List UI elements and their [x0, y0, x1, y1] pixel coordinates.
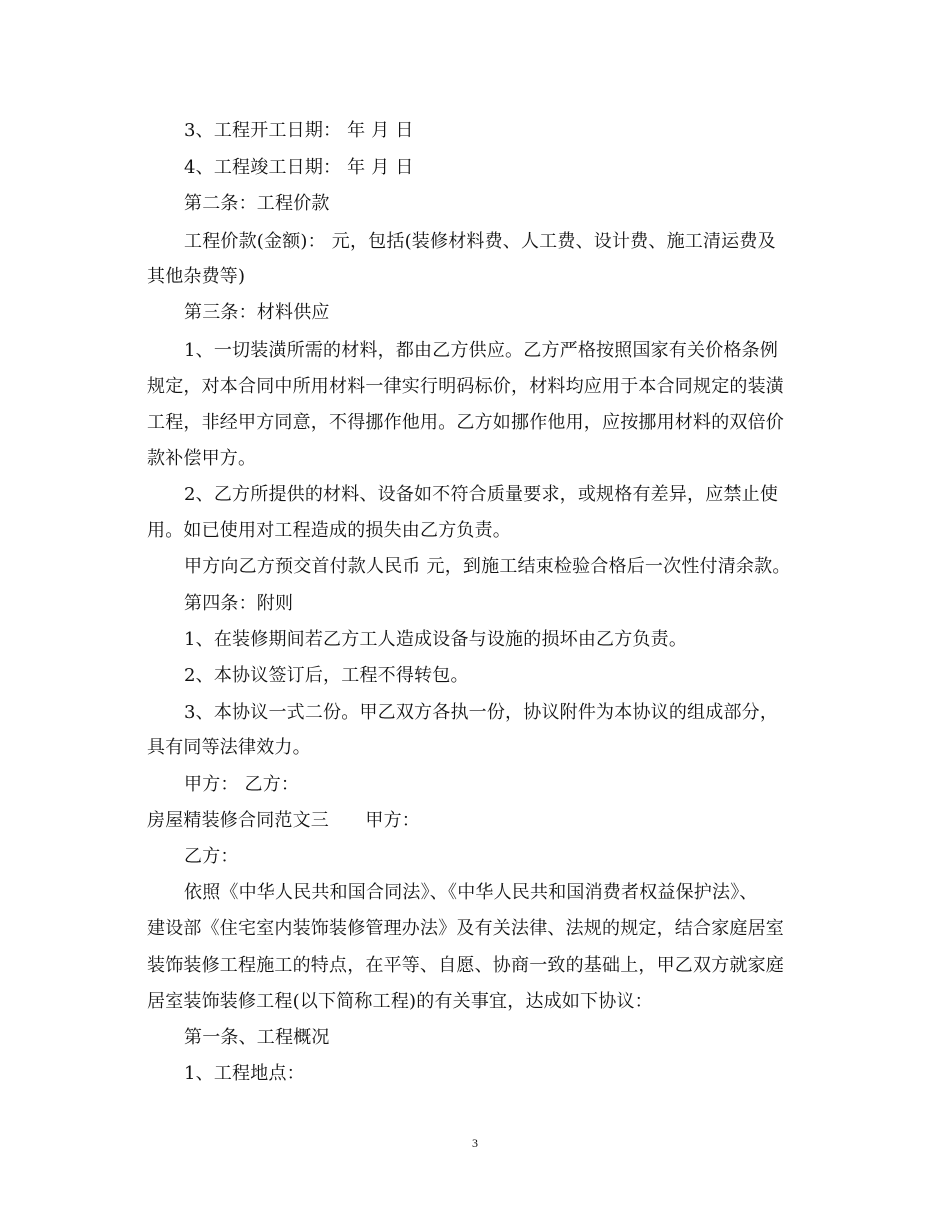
text-line: 3、本协议一式二份。甲乙双方各执一份，协议附件为本协议的组成部分， [184, 702, 779, 723]
text-line: 用。如已使用对工程造成的损失由乙方负责。 [147, 520, 511, 541]
text-line: 2、乙方所提供的材料、设备如不符合质量要求，或规格有差异，应禁止使 [184, 484, 779, 505]
text-line: 款补偿甲方。 [147, 448, 257, 469]
section-heading: 第二条：工程价款 [184, 193, 330, 214]
text-line: 居室装饰装修工程(以下简称工程)的有关事宜，达成如下协议： [147, 991, 653, 1012]
signature-line: 甲方： 乙方： [184, 774, 300, 795]
text-line: 1、一切装潢所需的材料，都由乙方供应。乙方严格按照国家有关价格条例 [184, 340, 779, 361]
party-line: 乙方： [184, 846, 239, 867]
text-line: 建设部《住宅室内装饰装修管理办法》及有关法律、法规的规定，结合家庭居室 [147, 918, 784, 939]
text-line: 1、工程地点： [184, 1063, 305, 1084]
text-line: 工程价款(金额)： 元，包括(装修材料费、人工费、设计费、施工清运费及 [184, 231, 776, 252]
document-title: 房屋精装修合同范文三 甲方： [147, 810, 420, 831]
text-line: 其他杂费等) [147, 266, 246, 287]
section-heading: 第三条：材料供应 [184, 302, 330, 323]
section-heading: 第一条、工程概况 [184, 1027, 330, 1048]
text-line: 甲方向乙方预交首付款人民币 元，到施工结束检验合格后一次性付清余款。 [184, 556, 791, 577]
text-line: 3、工程开工日期： 年 月 日 [184, 120, 414, 141]
text-line: 1、在装修期间若乙方工人造成设备与设施的损坏由乙方负责。 [184, 629, 688, 650]
text-line: 4、工程竣工日期： 年 月 日 [184, 157, 414, 178]
text-line: 2、本协议签订后，工程不得转包。 [184, 665, 469, 686]
text-line: 规定，对本合同中所用材料一律实行明码标价，材料均应用于本合同规定的装潢 [147, 376, 784, 397]
text-line: 依照《中华人民共和国合同法》、《中华人民共和国消费者权益保护法》、 [184, 882, 758, 903]
text-line: 具有同等法律效力。 [147, 737, 311, 758]
text-line: 装饰装修工程施工的特点，在平等、自愿、协商一致的基础上，甲乙双方就家庭 [147, 955, 784, 976]
page-number: 3 [472, 1136, 478, 1150]
text-line: 工程，非经甲方同意，不得挪作他用。乙方如挪作他用，应按挪用材料的双倍价 [147, 412, 784, 433]
section-heading: 第四条：附则 [184, 593, 294, 614]
